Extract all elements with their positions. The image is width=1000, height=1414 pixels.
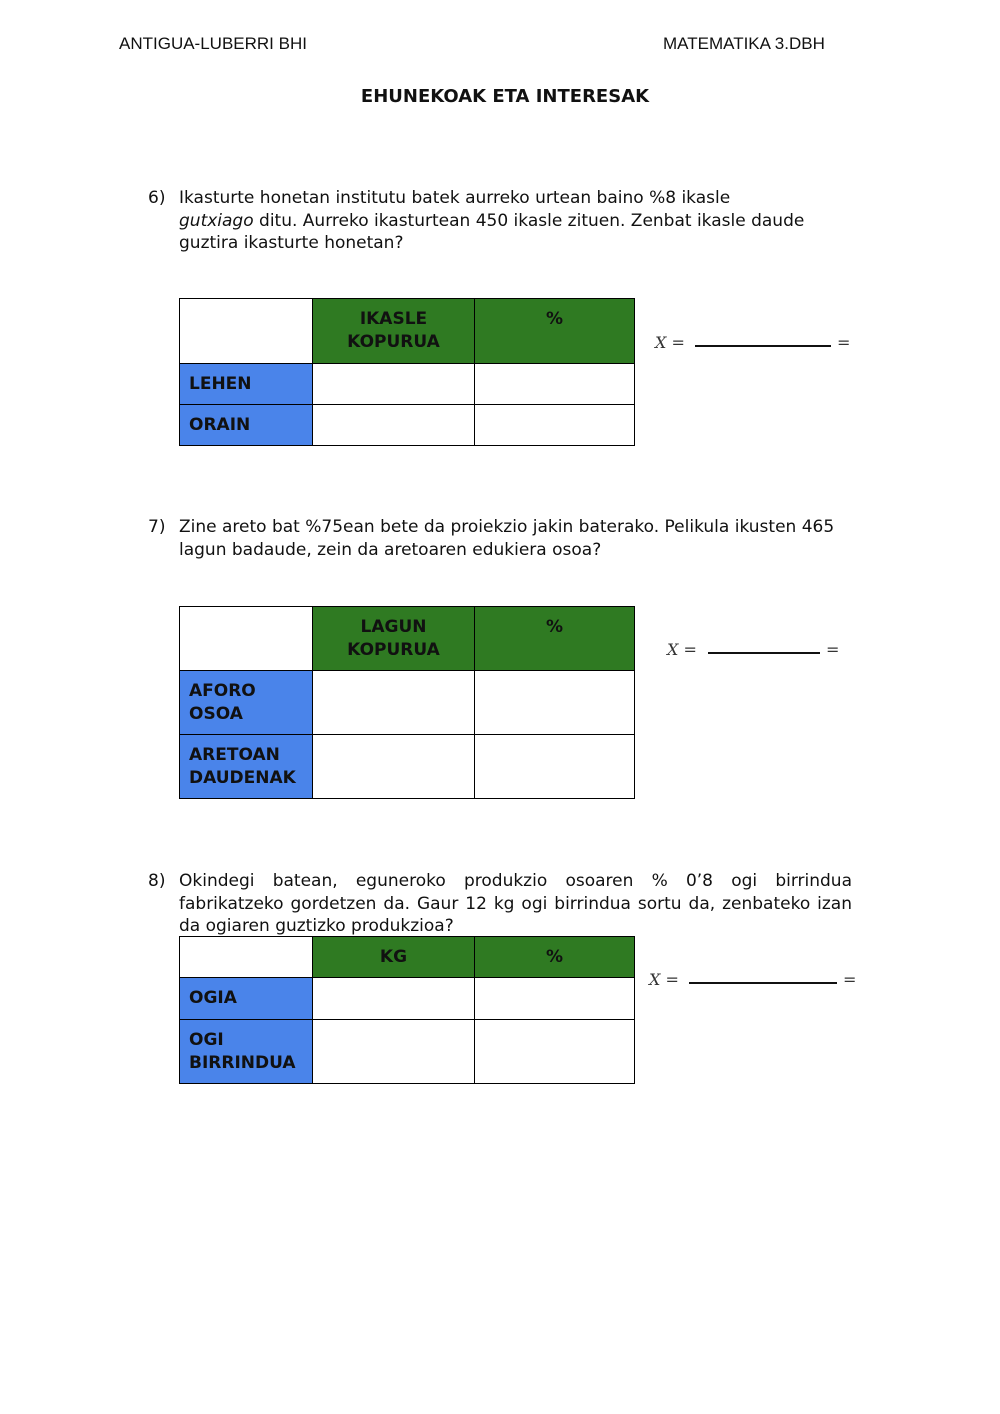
fraction-line[interactable]	[689, 982, 837, 984]
question-8-table	[179, 936, 635, 1084]
answer-cell[interactable]	[313, 671, 475, 735]
row-header: ORAIN	[180, 405, 313, 446]
formula-equals: =	[837, 333, 851, 352]
row-header: ARETOAN DAUDENAK	[180, 735, 313, 799]
column-header: LAGUN KOPURUA	[313, 607, 475, 671]
corner-cell	[180, 299, 313, 364]
formula	[655, 333, 855, 355]
answer-cell[interactable]	[475, 1020, 635, 1084]
question-number: 8)	[148, 871, 166, 891]
formula	[649, 970, 859, 992]
school-name: ANTIGUA-LUBERRI BHI	[119, 34, 307, 53]
fraction-line[interactable]	[708, 652, 820, 654]
subject-name: MATEMATIKA 3.DBH	[663, 34, 825, 53]
row-header: AFORO OSOA	[180, 671, 313, 735]
column-header: %	[475, 937, 635, 978]
row-header: LEHEN	[180, 364, 313, 405]
answer-cell[interactable]	[475, 978, 635, 1020]
question-number: 6)	[148, 188, 166, 208]
answer-cell[interactable]	[313, 978, 475, 1020]
page-title: EHUNEKOAK ETA INTERESAK	[360, 86, 650, 107]
answer-cell[interactable]	[313, 1020, 475, 1084]
answer-cell[interactable]	[313, 735, 475, 799]
answer-cell[interactable]	[475, 735, 635, 799]
fraction-line[interactable]	[695, 345, 831, 347]
question-text: Okindegi batean, eguneroko produkzio osoaren % 0’8 ogi birrindua fabrikatzeko gordetzen da. Gaur 12 kg ogi birrindua sortu da, zenbateko izan da ogiaren guztizko produkzioa?	[179, 871, 852, 936]
question-7	[148, 516, 852, 561]
answer-cell[interactable]	[475, 405, 635, 446]
formula-equals: =	[843, 970, 857, 989]
row-header: OGI BIRRINDUA	[180, 1020, 313, 1084]
question-6	[148, 187, 852, 255]
question-text-part: ditu. Aurreko ikasturtean 450 ikasle zituen. Zenbat ikasle daude guztira ikasturte honetan?	[179, 210, 805, 253]
question-number: 7)	[148, 517, 166, 537]
question-text-part: Ikasturte honetan institutu batek aurreko urtean baino %8 ikasle	[179, 188, 731, 208]
question-text: Zine areto bat %75ean bete da proiekzio jakin baterako. Pelikula ikusten 465 lagun badaude, zein da aretoaren edukiera osoa?	[179, 517, 835, 560]
answer-cell[interactable]	[313, 405, 475, 446]
question-8	[148, 870, 852, 938]
answer-cell[interactable]	[475, 364, 635, 405]
formula-x: X =	[655, 333, 685, 352]
formula-x: X =	[649, 970, 679, 989]
question-7-table	[179, 606, 635, 799]
formula-x: X =	[667, 640, 697, 659]
formula	[667, 640, 847, 662]
column-header: %	[475, 607, 635, 671]
column-header: %	[475, 299, 635, 364]
formula-equals: =	[826, 640, 840, 659]
column-header: KG	[313, 937, 475, 978]
question-text-italic: gutxiago	[179, 210, 254, 231]
column-header: IKASLE KOPURUA	[313, 299, 475, 364]
question-text	[179, 187, 852, 255]
answer-cell[interactable]	[475, 671, 635, 735]
corner-cell	[180, 607, 313, 671]
question-6-table	[179, 298, 635, 446]
answer-cell[interactable]	[313, 364, 475, 405]
row-header: OGIA	[180, 978, 313, 1020]
corner-cell	[180, 937, 313, 978]
